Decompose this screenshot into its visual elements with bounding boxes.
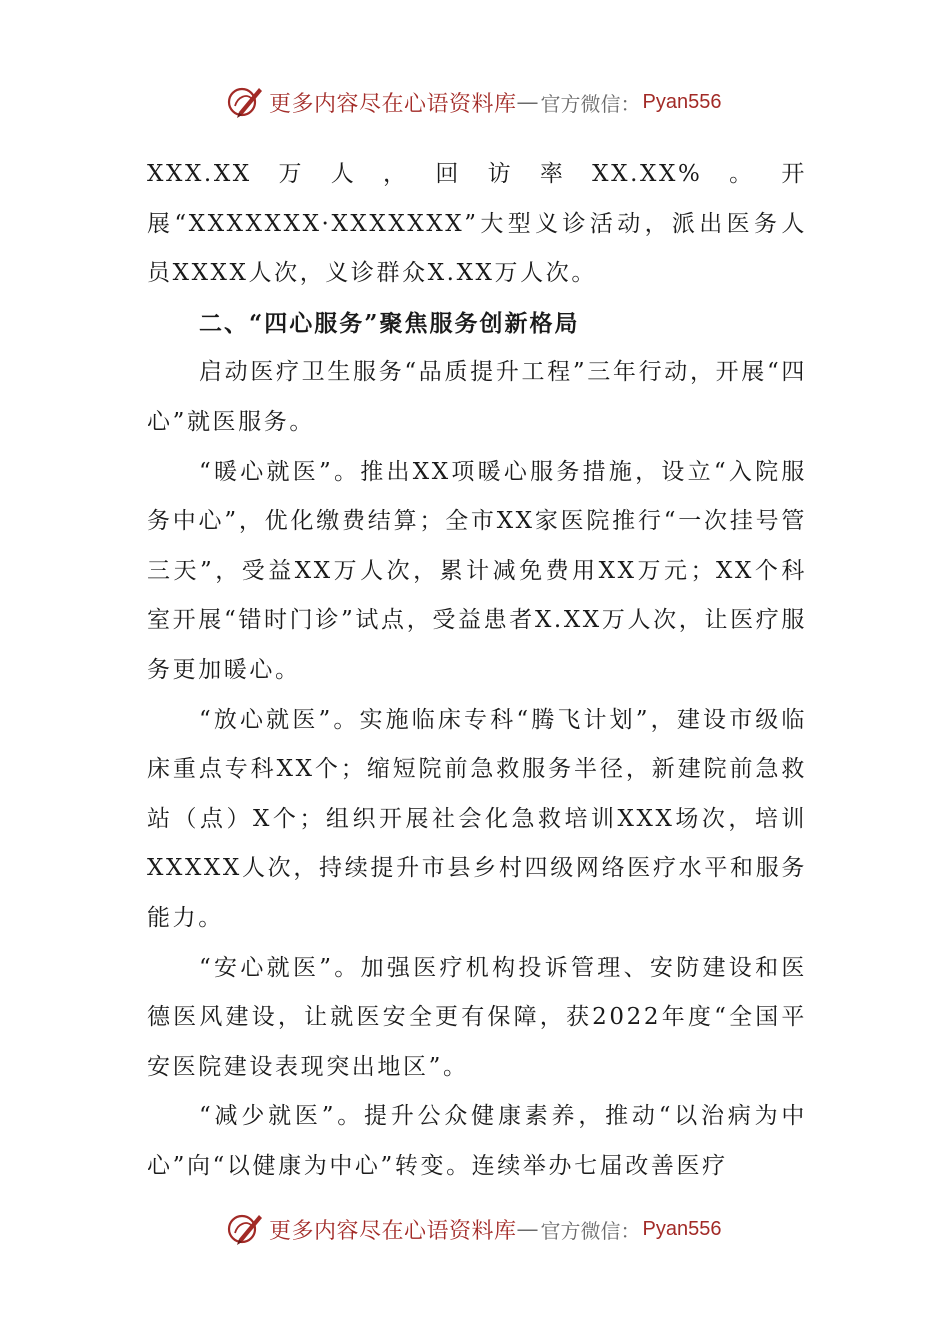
pen-logo-icon [225,1209,265,1249]
banner-wechat-id: Pyan556 [642,1217,722,1240]
section-heading: 二、“四心服务”聚焦服务创新格局 [199,309,580,337]
pen-logo-icon [225,82,265,122]
banner-brand-text: 更多内容尽在心语资料库 [269,1218,517,1244]
paragraph-continuation: XXX.XX万人，回访率XX.XX%。开展“XXXXXXX·XXXXXXX”大型义诊活动，派出医务人员XXXX人次，义诊群众X.XX万人次。 [147,161,807,287]
banner-brand-text: 更多内容尽在心语资料库 [269,91,517,117]
paragraph: “减少就医”。提升公众健康素养，推动“以治病为中心”向“以健康为中心”转变。连续举办七届改善医疗 [147,1103,807,1179]
banner-wechat-label: 官方微信： [540,1218,641,1243]
paragraph: “放心就医”。实施临床专科“腾飞计划”，建设市级临床重点专科XX个；缩短院前急救服务半径，新建院前急救站（点）X个；组织开展社会化急救培训XXX场次，培训XXXXX人次，持续提升市县乡村四级网络医疗水平和服务能力。 [147,706,807,931]
header-banner[interactable] [225,82,745,122]
banner-wechat-label: 官方微信： [540,91,641,116]
banner-separator: — [516,1216,539,1242]
paragraph: “安心就医”。加强医疗机构投诉管理、安防建设和医德医风建设，让就医安全更有保障，获2022年度“全国平安医院建设表现突出地区”。 [147,954,807,1080]
paragraph: 启动医疗卫生服务“品质提升工程”三年行动，开展“四心”就医服务。 [147,359,807,435]
banner-wechat-id: Pyan556 [642,90,722,113]
document-body [147,150,807,1191]
paragraph: “暖心就医”。推出XX项暖心服务措施，设立“入院服务中心”，优化缴费结算；全市XX家医院推行“一次挂号管三天”，受益XX万人次，累计减免费用XX万元；XX个科室开展“错时门诊”试点，受益患者X.XX万人次，让医疗服务更加暖心。 [147,458,807,683]
banner-separator: — [516,89,539,115]
footer-banner[interactable] [225,1209,745,1249]
